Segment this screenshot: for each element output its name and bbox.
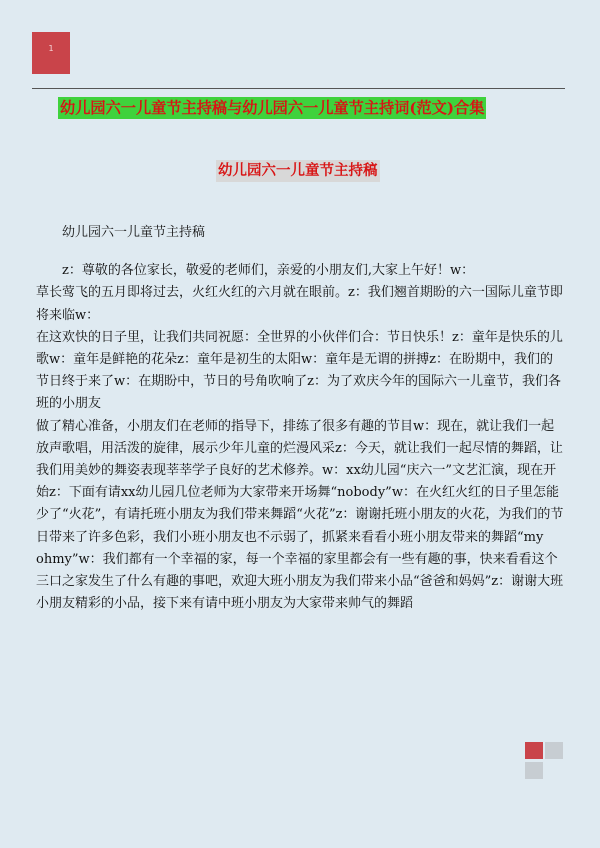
- decor-square-gray: [545, 742, 563, 759]
- header-divider: [32, 88, 565, 89]
- decor-square-red: [525, 742, 543, 759]
- decor-square-gray: [525, 762, 543, 779]
- paragraph: 在这欢快的日子里，让我们共同祝愿：全世界的小伙伴们合：节日快乐！z：童年是快乐的儿歌w：童年是鲜艳的花朵z：童年是初生的太阳w：童年是无谓的拼搏z：在盼期中，我们的节日终于来了w：在期盼中，节日的号角吹响了z：为了欢庆今年的国际六一儿童节，我们各班的小朋友: [36, 329, 563, 412]
- paragraph: 草长莺飞的五月即将过去，火红火红的六月就在眼前。z：我们翘首期盼的六一国际儿童节即将来临w：: [36, 285, 563, 323]
- paragraph: z：尊敬的各位家长，敬爱的老师们，亲爱的小朋友们,大家上午好！w：: [62, 263, 475, 279]
- page-number: 1: [48, 44, 54, 53]
- paragraph: 做了精心准备，小朋友们在老师的指导下，排练了很多有趣的节目w：现在，就让我们一起放声歌唱，用活泼的旋律，展示少年儿童的烂漫风采z：今天，就让我们一起尽情的舞蹈，让我们用美妙的舞姿表现莘莘学子良好的艺术修养。w：xx幼儿园“庆六一”文艺汇演，现在开始z：下面有请xx幼儿园几位老师为大家带来开场舞“nobody”w：在火红火红的日子里怎能少了“火花”，有请托班小朋友为我们带来舞蹈“火花”z：谢谢托班小朋友的火花，为我们的节日带来了许多色彩，我们小班小朋友也不示弱了，抓紧来看看小班小朋友带来的舞蹈“my: [36, 418, 564, 545]
- section-title: 幼儿园六一儿童节主持稿: [216, 160, 380, 182]
- page-number-badge: [32, 32, 70, 74]
- paragraph: ohmy”w：我们都有一个幸福的家，每一个幸福的家里都会有一些有趣的事，快来看看这个三口之家发生了什么有趣的事吧，欢迎大班小朋友为我们带来小品“爸爸和妈妈”z：谢谢大班小朋友精彩的小品，接下来有请中班小朋友为大家带来帅气的舞蹈: [36, 551, 564, 612]
- main-title: 幼儿园六一儿童节主持稿与幼儿园六一儿童节主持词(范文)合集: [60, 99, 485, 117]
- body-heading: 幼儿园六一儿童节主持稿: [62, 225, 206, 240]
- document-body: [36, 222, 564, 615]
